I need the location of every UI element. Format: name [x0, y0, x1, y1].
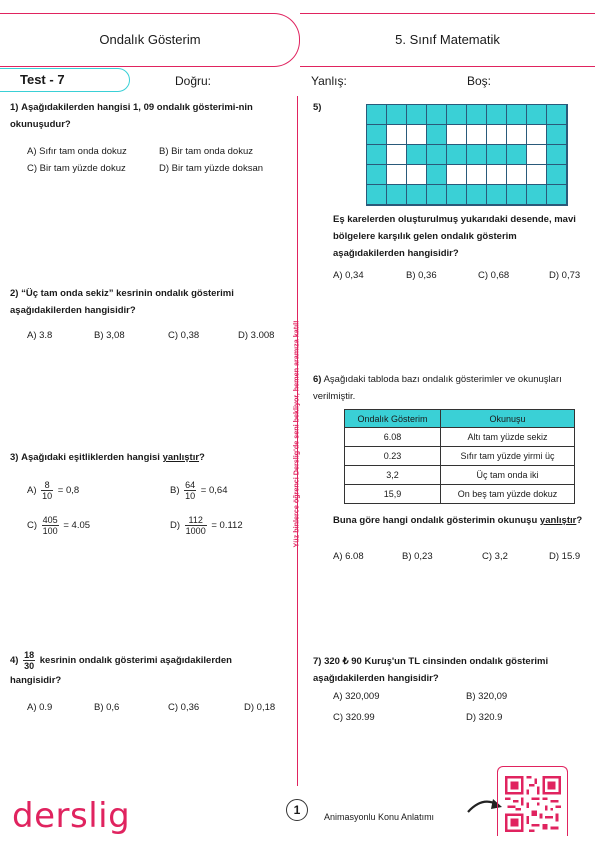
- option-d[interactable]: D) 0,18: [244, 702, 276, 713]
- question-3: [10, 449, 282, 466]
- question-6-prompt: [333, 512, 587, 529]
- denominator: 10: [185, 491, 196, 501]
- table-cell: On beş tam yüzde dokuz: [441, 485, 575, 504]
- table-cell: Üç tam onda iki: [441, 466, 575, 485]
- column-header: Ondalık Gösterim: [345, 410, 441, 428]
- option-a[interactable]: A) 3.8: [27, 330, 53, 341]
- question-text: Aşağıdakilerden hangisi 1, 09 ondalık gösterimi-nin okunuşudur?: [10, 102, 253, 130]
- grid-cell-empty: [527, 145, 547, 165]
- option-letter: C): [27, 520, 38, 532]
- side-promo-text: Yüz binlerce öğrenci Derslig'de seni bekliyor, hemen aramıza katıl!: [291, 320, 301, 548]
- option-a[interactable]: [27, 480, 79, 501]
- question-mark: ?: [576, 515, 583, 526]
- option-letter: B): [170, 485, 180, 497]
- table-cell: 3,2: [345, 466, 441, 485]
- option-b[interactable]: B) 0,36: [406, 270, 437, 281]
- numerator: 405: [42, 515, 58, 525]
- animation-link[interactable]: Animasyonlu Konu Anlatımı: [324, 812, 435, 822]
- option-a[interactable]: A) 320,009: [333, 691, 380, 702]
- question-mark: ?: [199, 452, 205, 463]
- option-a[interactable]: A) 0.9: [27, 702, 53, 713]
- page-header: [0, 13, 595, 69]
- option-c[interactable]: [27, 515, 90, 536]
- option-d[interactable]: D) 320.9: [466, 712, 503, 723]
- option-a[interactable]: A) 0,34: [333, 270, 364, 281]
- option-d[interactable]: D) 15.9: [549, 551, 581, 562]
- grid-cell-shaded: [447, 145, 467, 165]
- option-c[interactable]: C) 0,38: [168, 330, 200, 341]
- grid-cell-shaded: [407, 185, 427, 205]
- question-text: Eş karelerden oluşturulmuş yukarıdaki desende, mavi bölgelere karşılık gelen ondalık gösterim aşağıdakilerden hangisidir?: [333, 214, 576, 259]
- option-a[interactable]: A) Sıfır tam onda dokuz: [27, 146, 127, 157]
- derslig-logo[interactable]: derslig: [12, 796, 131, 836]
- question-text: “Üç tam onda sekiz” kesrinin ondalık gösterimi aşağıdakilerden hangisidir?: [10, 288, 234, 316]
- grid-cell-shaded: [367, 125, 387, 145]
- option-a[interactable]: A) 6.08: [333, 551, 364, 562]
- grid-cell-empty: [487, 165, 507, 185]
- grid-cell-shaded: [507, 105, 527, 125]
- option-c[interactable]: C) 320.99: [333, 712, 375, 723]
- denominator: 30: [24, 661, 35, 671]
- option-letter: D): [170, 520, 181, 532]
- option-value: = 0.112: [211, 520, 243, 532]
- option-value: = 0,8: [57, 485, 80, 497]
- topic-title: Ondalık Gösterim: [99, 32, 201, 47]
- numerator: 64: [185, 480, 196, 490]
- grid-cell-empty: [467, 165, 487, 185]
- blank-field[interactable]: Boş:: [467, 74, 492, 88]
- question-6: [313, 371, 587, 405]
- table-row: [345, 466, 575, 485]
- grid-cell-shaded: [367, 165, 387, 185]
- wrong-field[interactable]: Yanlış:: [311, 74, 347, 88]
- qr-code-icon[interactable]: [505, 776, 561, 832]
- denominator: 10: [42, 491, 53, 501]
- column-header: Okunuşu: [441, 410, 575, 428]
- grid-cell-empty: [387, 145, 407, 165]
- grid-cell-shaded: [507, 185, 527, 205]
- grid-cell-shaded: [467, 105, 487, 125]
- denominator: 100: [42, 526, 58, 536]
- shaded-grid: [366, 104, 568, 206]
- grid-cell-empty: [487, 125, 507, 145]
- question-text: 320 ₺ 90 Kuruş'un TL cinsinden ondalık gösterimi aşağıdakilerden hangisidir?: [313, 656, 549, 684]
- page-number: 1: [286, 799, 308, 821]
- denominator: 1000: [185, 526, 206, 536]
- table-header-row: [345, 410, 575, 428]
- question-text: Aşağıdaki eşitliklerden hangisi: [21, 452, 163, 463]
- table-row: [345, 428, 575, 447]
- grid-cell-shaded: [427, 185, 447, 205]
- question-number: 3): [10, 452, 19, 463]
- option-d[interactable]: [170, 515, 243, 536]
- grid-cell-shaded: [407, 105, 427, 125]
- grid-cell-shaded: [387, 105, 407, 125]
- option-c[interactable]: C) Bir tam yüzde dokuz: [27, 163, 126, 174]
- grid-cell-empty: [527, 125, 547, 145]
- option-b[interactable]: B) Bir tam onda dokuz: [159, 146, 253, 157]
- grid-cell-shaded: [367, 185, 387, 205]
- grid-cell-shaded: [547, 185, 567, 205]
- question-number: 1): [10, 102, 19, 113]
- option-b[interactable]: B) 0,23: [402, 551, 433, 562]
- question-text: Aşağıdaki tabloda bazı ondalık gösterimler ve okunuşları verilmiştir.: [313, 374, 562, 402]
- grid-cell-empty: [507, 165, 527, 185]
- question-7: [313, 653, 587, 687]
- option-b[interactable]: B) 320,09: [466, 691, 508, 702]
- fraction: [185, 515, 207, 536]
- option-d[interactable]: D) Bir tam yüzde doksan: [159, 163, 264, 174]
- fraction: [41, 480, 53, 501]
- grid-cell-shaded: [427, 145, 447, 165]
- decimal-table: [344, 409, 575, 504]
- option-c[interactable]: C) 3,2: [482, 551, 508, 562]
- grid-cell-shaded: [427, 125, 447, 145]
- grid-cell-shaded: [487, 145, 507, 165]
- course-title: 5. Sınıf Matematik: [395, 32, 500, 47]
- correct-field[interactable]: Doğru:: [175, 74, 212, 88]
- grid-cell-empty: [387, 165, 407, 185]
- grid-cell-shaded: [387, 185, 407, 205]
- table-row: [345, 485, 575, 504]
- test-label: Test - 7: [20, 72, 65, 87]
- grid-cell-empty: [407, 125, 427, 145]
- grid-cell-shaded: [507, 145, 527, 165]
- grid-cell-shaded: [447, 105, 467, 125]
- grid-cell-shaded: [527, 185, 547, 205]
- grid-cell-shaded: [407, 145, 427, 165]
- numerator: 8: [41, 480, 53, 491]
- question-2: [10, 285, 282, 319]
- grid-cell-shaded: [427, 165, 447, 185]
- grid-cell-shaded: [447, 185, 467, 205]
- grid-cell-shaded: [367, 145, 387, 165]
- question-4: [10, 650, 282, 690]
- option-b[interactable]: B) 3,08: [94, 330, 125, 341]
- grid-cell-empty: [387, 125, 407, 145]
- option-b[interactable]: B) 0,6: [94, 702, 120, 713]
- table-row: [345, 447, 575, 466]
- question-number: 6): [313, 374, 322, 385]
- option-c[interactable]: C) 0,36: [168, 702, 200, 713]
- question-text: kesrinin ondalık gösterimi aşağıdakilerden hangisidir?: [10, 655, 232, 686]
- table-cell: 15,9: [345, 485, 441, 504]
- grid-cell-shaded: [527, 105, 547, 125]
- question-5: [333, 211, 585, 262]
- question-text: Buna göre hangi ondalık gösterimin okunuşu: [333, 515, 540, 526]
- option-letter: A): [27, 485, 37, 497]
- table-cell: Altı tam yüzde sekiz: [441, 428, 575, 447]
- option-value: = 4.05: [63, 520, 91, 532]
- grid-cell-shaded: [487, 185, 507, 205]
- option-d[interactable]: D) 0,73: [549, 270, 581, 281]
- option-b[interactable]: [170, 480, 227, 501]
- grid-cell-empty: [467, 125, 487, 145]
- question-number: 2): [10, 288, 19, 299]
- grid-cell-empty: [447, 125, 467, 145]
- fraction: [42, 515, 59, 536]
- grid-cell-empty: [507, 125, 527, 145]
- grid-cell-shaded: [427, 105, 447, 125]
- numerator: 112: [185, 515, 207, 526]
- grid-cell-shaded: [547, 165, 567, 185]
- table-cell: Sıfır tam yüzde yirmi üç: [441, 447, 575, 466]
- grid-cell-shaded: [467, 145, 487, 165]
- grid-cell-shaded: [547, 145, 567, 165]
- grid-cell-empty: [407, 165, 427, 185]
- grid-cell-shaded: [367, 105, 387, 125]
- question-emphasis: yanlıştır: [162, 452, 200, 463]
- fraction: [184, 480, 196, 501]
- grid-cell-shaded: [547, 105, 567, 125]
- fraction: [23, 650, 35, 671]
- grid-cell-shaded: [547, 125, 567, 145]
- grid-cell-shaded: [467, 185, 487, 205]
- option-value: = 0,64: [200, 485, 228, 497]
- table-cell: 6.08: [345, 428, 441, 447]
- question-1: [10, 99, 280, 133]
- question-number: 5): [313, 102, 322, 113]
- numerator: 18: [24, 650, 35, 660]
- table-cell: 0.23: [345, 447, 441, 466]
- test-bar: [0, 68, 595, 92]
- option-d[interactable]: D) 3.008: [238, 330, 275, 341]
- option-c[interactable]: C) 0,68: [478, 270, 510, 281]
- grid-cell-empty: [447, 165, 467, 185]
- question-emphasis: yanlıştır: [539, 515, 577, 526]
- question-5-number: [313, 99, 321, 116]
- grid-cell-empty: [527, 165, 547, 185]
- grid-cell-shaded: [487, 105, 507, 125]
- question-number: 4): [10, 655, 19, 667]
- question-number: 7): [313, 656, 322, 667]
